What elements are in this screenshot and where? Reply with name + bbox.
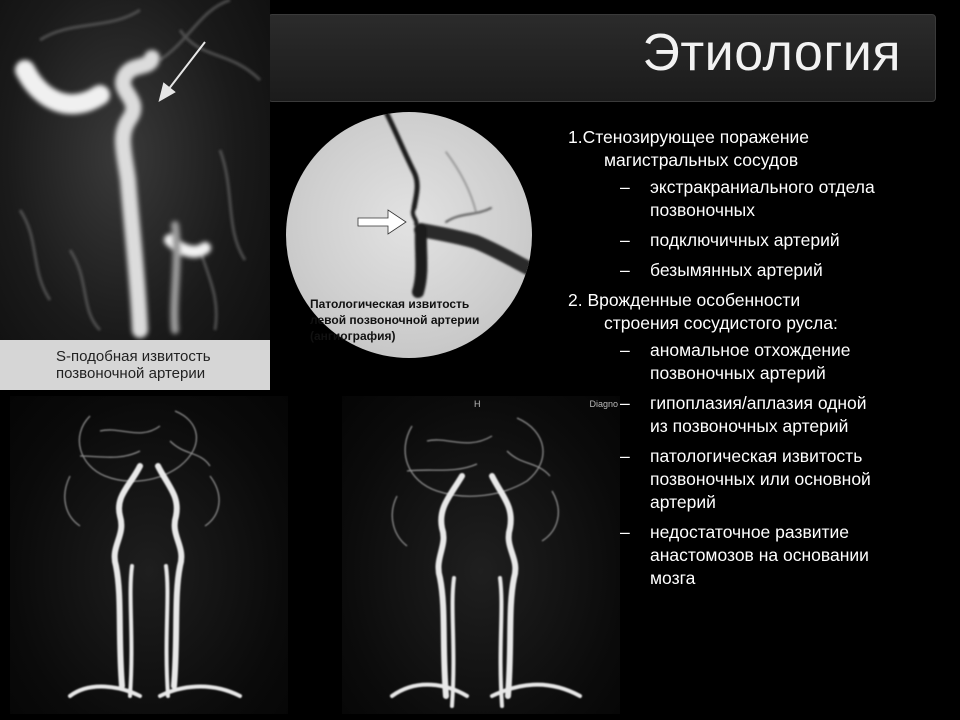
dash-icon: –	[620, 446, 630, 466]
mra-caption	[0, 340, 270, 390]
list-item-stenosing-lesion	[568, 126, 953, 172]
point-2-line-1: 2. Врожденные особенности	[568, 290, 801, 310]
sub-item	[568, 229, 953, 252]
dash-icon: –	[620, 393, 630, 413]
orientation-label: H	[474, 399, 481, 409]
dash-icon: –	[620, 260, 630, 280]
slide-title: Этиология	[642, 24, 901, 82]
angio-caption-line-1: Патологическая извитость	[310, 297, 470, 311]
sub-item	[568, 339, 953, 385]
mra-caption-line-1: S-подобная извитость	[56, 348, 211, 365]
arrow-icon	[160, 42, 205, 100]
point-1-line-2: магистральных сосудов	[604, 150, 799, 170]
sub-item	[568, 445, 953, 514]
sub-item-line: патологическая извитость	[650, 446, 863, 466]
angio-caption-line-3: (ангиография)	[310, 329, 396, 343]
sub-item-line: из позвоночных артерий	[650, 416, 849, 436]
sub-item-line: позвоночных артерий	[650, 363, 826, 383]
mra-caption-line-2: позвоночной артерии	[56, 365, 206, 382]
sub-item-line: анастомозов на основании	[650, 545, 869, 565]
sub-item-line: артерий	[650, 492, 716, 512]
diagnosis-label: Diagno	[589, 399, 618, 409]
mra-image-s-shaped-tortuosity	[0, 0, 270, 390]
dash-icon: –	[620, 230, 630, 250]
angio-caption-line-2: левой позвоночной артерии	[310, 313, 480, 327]
dash-icon: –	[620, 177, 630, 197]
mra-vessels-graphic	[0, 0, 270, 390]
title-bar	[268, 14, 936, 102]
head-neck-vessels-graphic-left	[10, 396, 288, 714]
sub-item-line: гипоплазия/аплазия одной	[650, 393, 867, 413]
sub-item-line: недостаточное развитие	[650, 522, 850, 542]
sub-item	[568, 392, 953, 438]
sub-item-line: аномальное отхождение	[650, 340, 851, 360]
sub-item-line: позвоночных	[650, 200, 755, 220]
sub-item	[568, 176, 953, 222]
arrow-icon	[358, 210, 406, 234]
point-1-line-1: 1.Стенозирующее поражение	[568, 127, 810, 147]
sub-item-line: позвоночных или основной	[650, 469, 871, 489]
angiography-caption	[310, 296, 530, 344]
dash-icon: –	[620, 522, 630, 542]
point-2-line-2: строения сосудистого русла:	[604, 313, 838, 333]
sub-item	[568, 521, 953, 590]
sub-item-line: подключичных артерий	[650, 230, 840, 250]
dash-icon: –	[620, 340, 630, 360]
list-item-congenital-features	[568, 289, 953, 335]
sub-item-line: безымянных артерий	[650, 260, 823, 280]
sub-item-line: экстракраниального отдела	[650, 177, 875, 197]
mra-head-neck-image-left	[10, 396, 288, 714]
etiology-list	[568, 126, 953, 597]
sub-item	[568, 259, 953, 282]
sub-item-line: мозга	[650, 568, 696, 588]
